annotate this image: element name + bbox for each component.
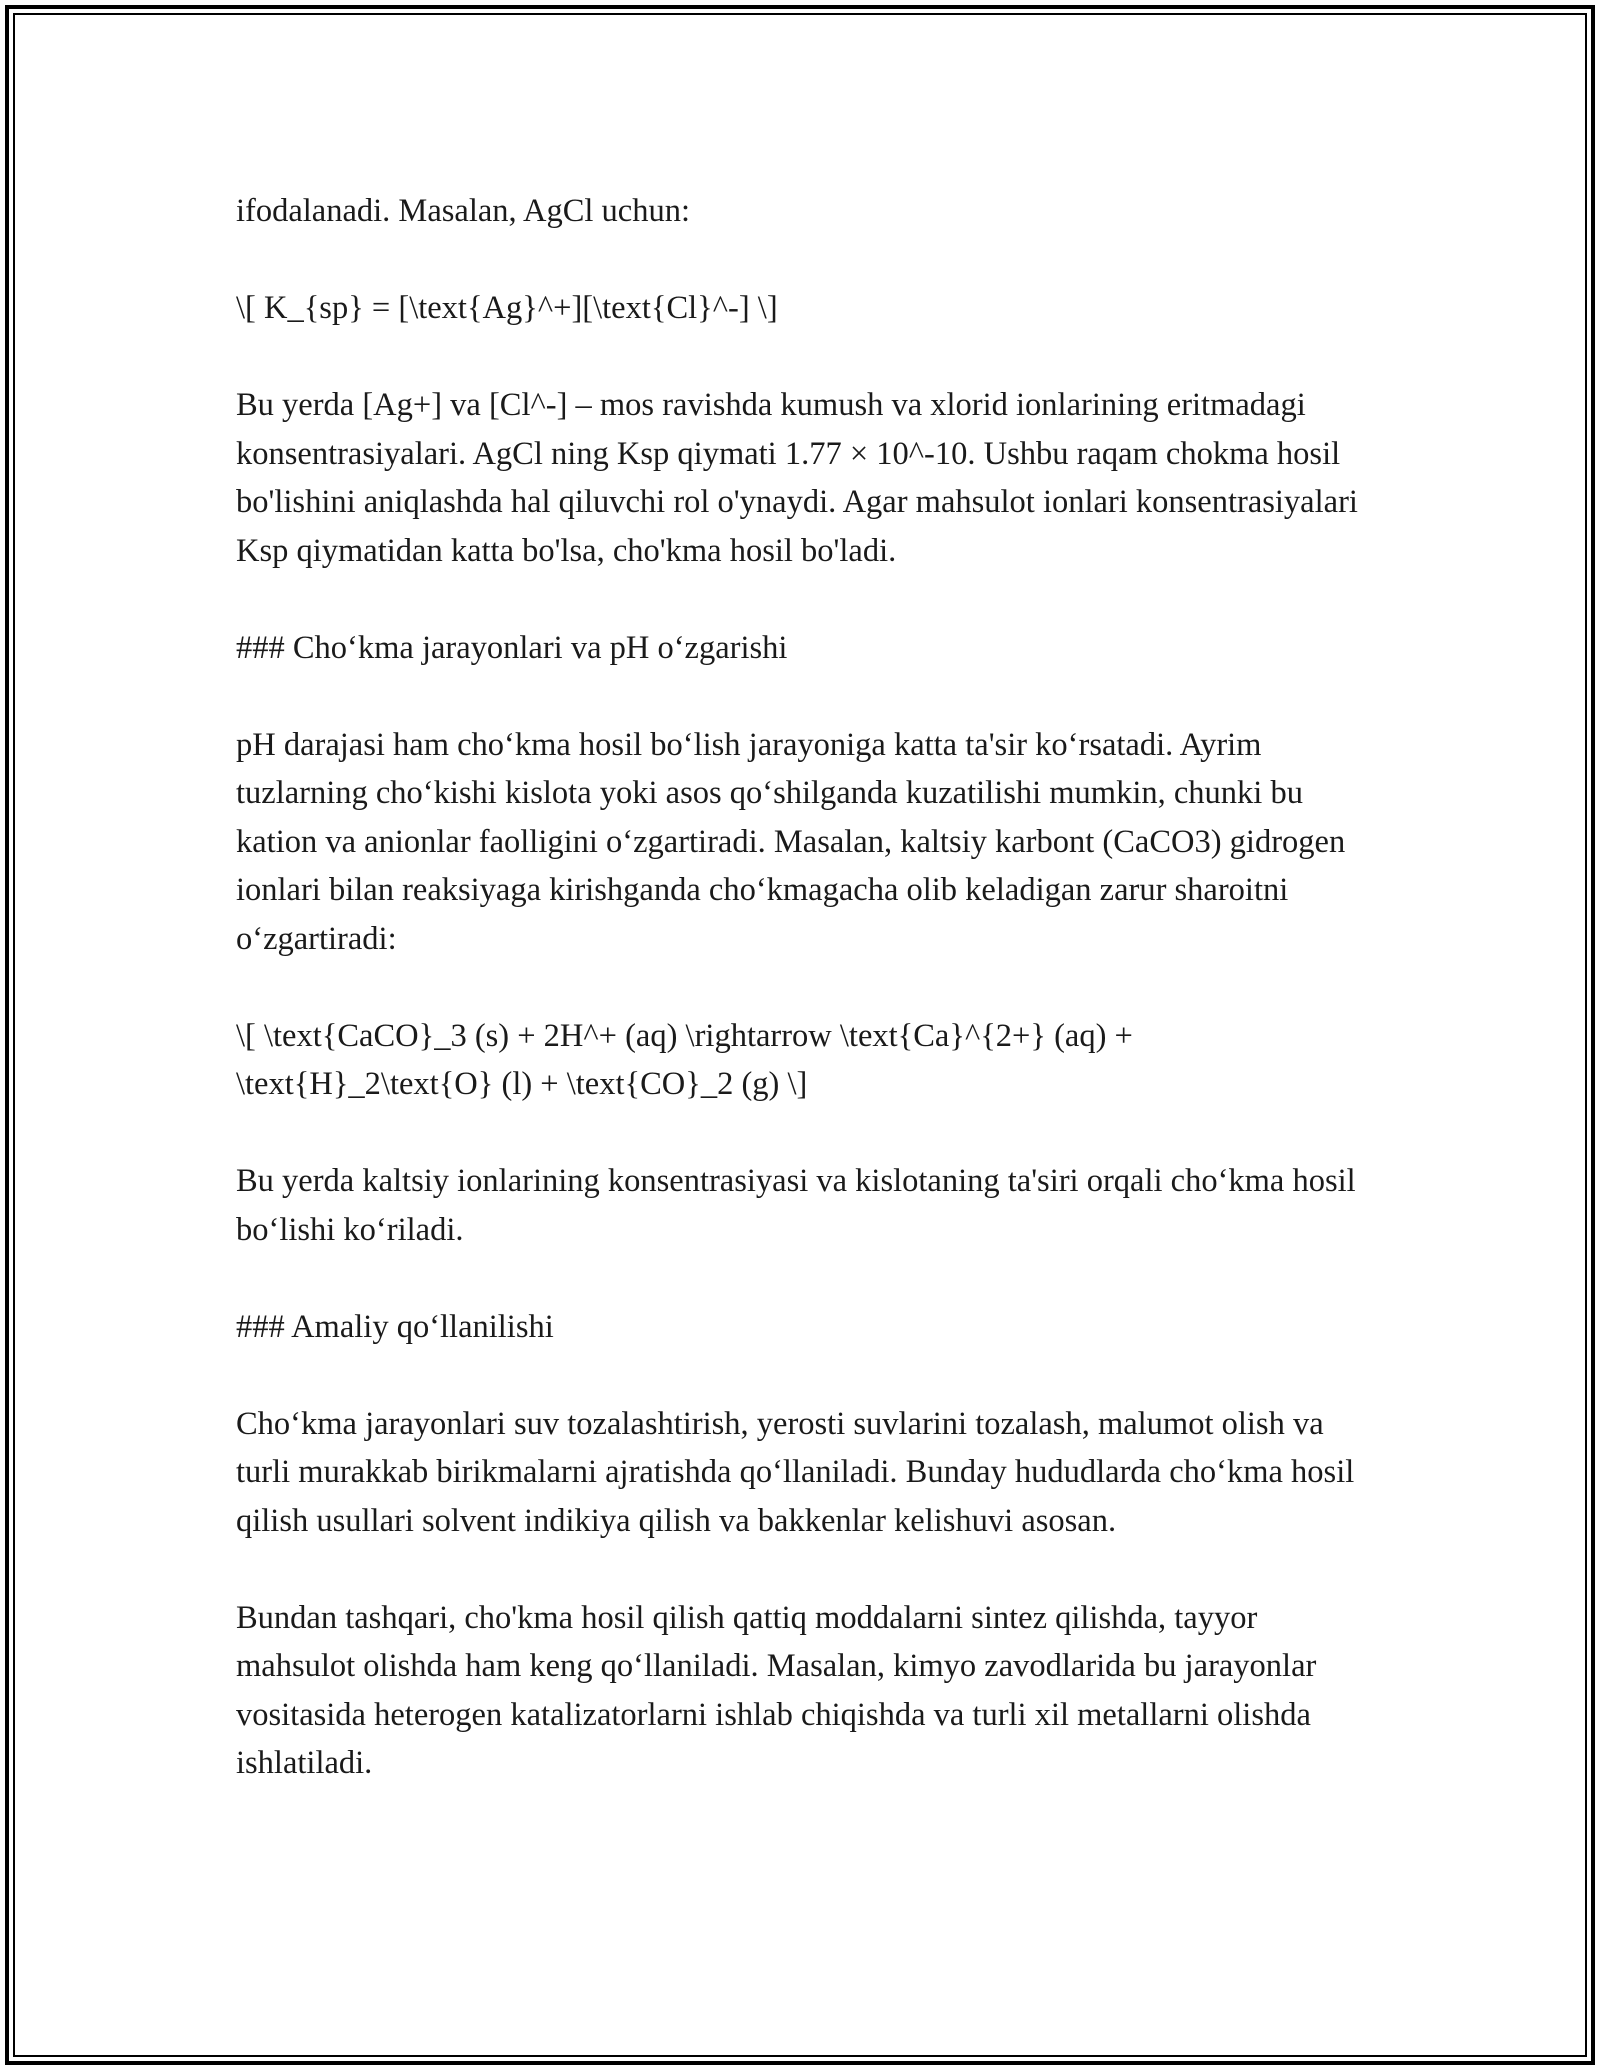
paragraph-ksp-explanation: Bu yerda [Ag+] va [Cl^-] – mos ravishda kumush va xlorid ionlarining eritmadagi konsentrasiyalari. AgCl ning Ksp qiymati 1.77 × 10^-10. Ushbu raqam chokma hosil bo'lishini aniqlashda hal qiluvchi rol o'ynaydi. Agar mahsulot ionlari konsentrasiyalari Ksp qiymatidan katta bo'lsa, cho'kma hosil bo'ladi. xyxy=(236,387,1358,569)
document-body xyxy=(236,187,1371,1788)
equation-caco3: \[ \text{CaCO}_3 (s) + 2H^+ (aq) \rightarrow \text{Ca}^{2+} (aq) + \text{H}_2\text{O} (l) + \text{CO}_2 (g) \] xyxy=(236,1017,1133,1102)
paragraph-industry: Bundan tashqari, cho'kma hosil qilish qattiq moddalarni sintez qilishda, tayyor mahsulot olishda ham keng qo‘llaniladi. Masalan, kimyo zavodlarida bu jarayonlar vositasida heterogen katalizatorlarni ishlab chiqishda va turli xil metallarni olishda ishlatiladi. xyxy=(236,1599,1317,1781)
heading-applications: ### Amaliy qo‘llanilishi xyxy=(236,1308,554,1345)
paragraph-applications: Cho‘kma jarayonlari suv tozalashtirish, yerosti suvlarini tozalash, malumot olish va turli murakkab birikmalarni ajratishda qo‘llaniladi. Bunday hududlarda cho‘kma hosil qilish usullari solvent indikiya qilish va bakkenlar kelishuvi asosan. xyxy=(236,1405,1355,1539)
heading-ph-changes: ### Cho‘kma jarayonlari va pH o‘zgarishi xyxy=(236,629,788,666)
paragraph-ph-effect: pH darajasi ham cho‘kma hosil bo‘lish jarayoniga katta ta'sir ko‘rsatadi. Ayrim tuzlarning cho‘kishi kislota yoki asos qo‘shilganda kuzatilishi mumkin, chunki bu kation va anionlar faolligini o‘zgartiradi. Masalan, kaltsiy karbont (CaCO3) gidrogen ionlari bilan reaksiyaga kirishganda cho‘kmagacha olib keladigan zarur sharoitni o‘zgartiradi: xyxy=(236,726,1346,957)
paragraph-intro: ifodalanadi. Masalan, AgCl uchun: xyxy=(236,193,691,229)
equation-ksp: \[ K_{sp} = [\text{Ag}^+][\text{Cl}^-] \] xyxy=(236,290,778,326)
paragraph-calcium: Bu yerda kaltsiy ionlarining konsentrasiyasi va kislotaning ta'siri orqali cho‘kma hosil bo‘lishi ko‘riladi. xyxy=(236,1163,1356,1248)
